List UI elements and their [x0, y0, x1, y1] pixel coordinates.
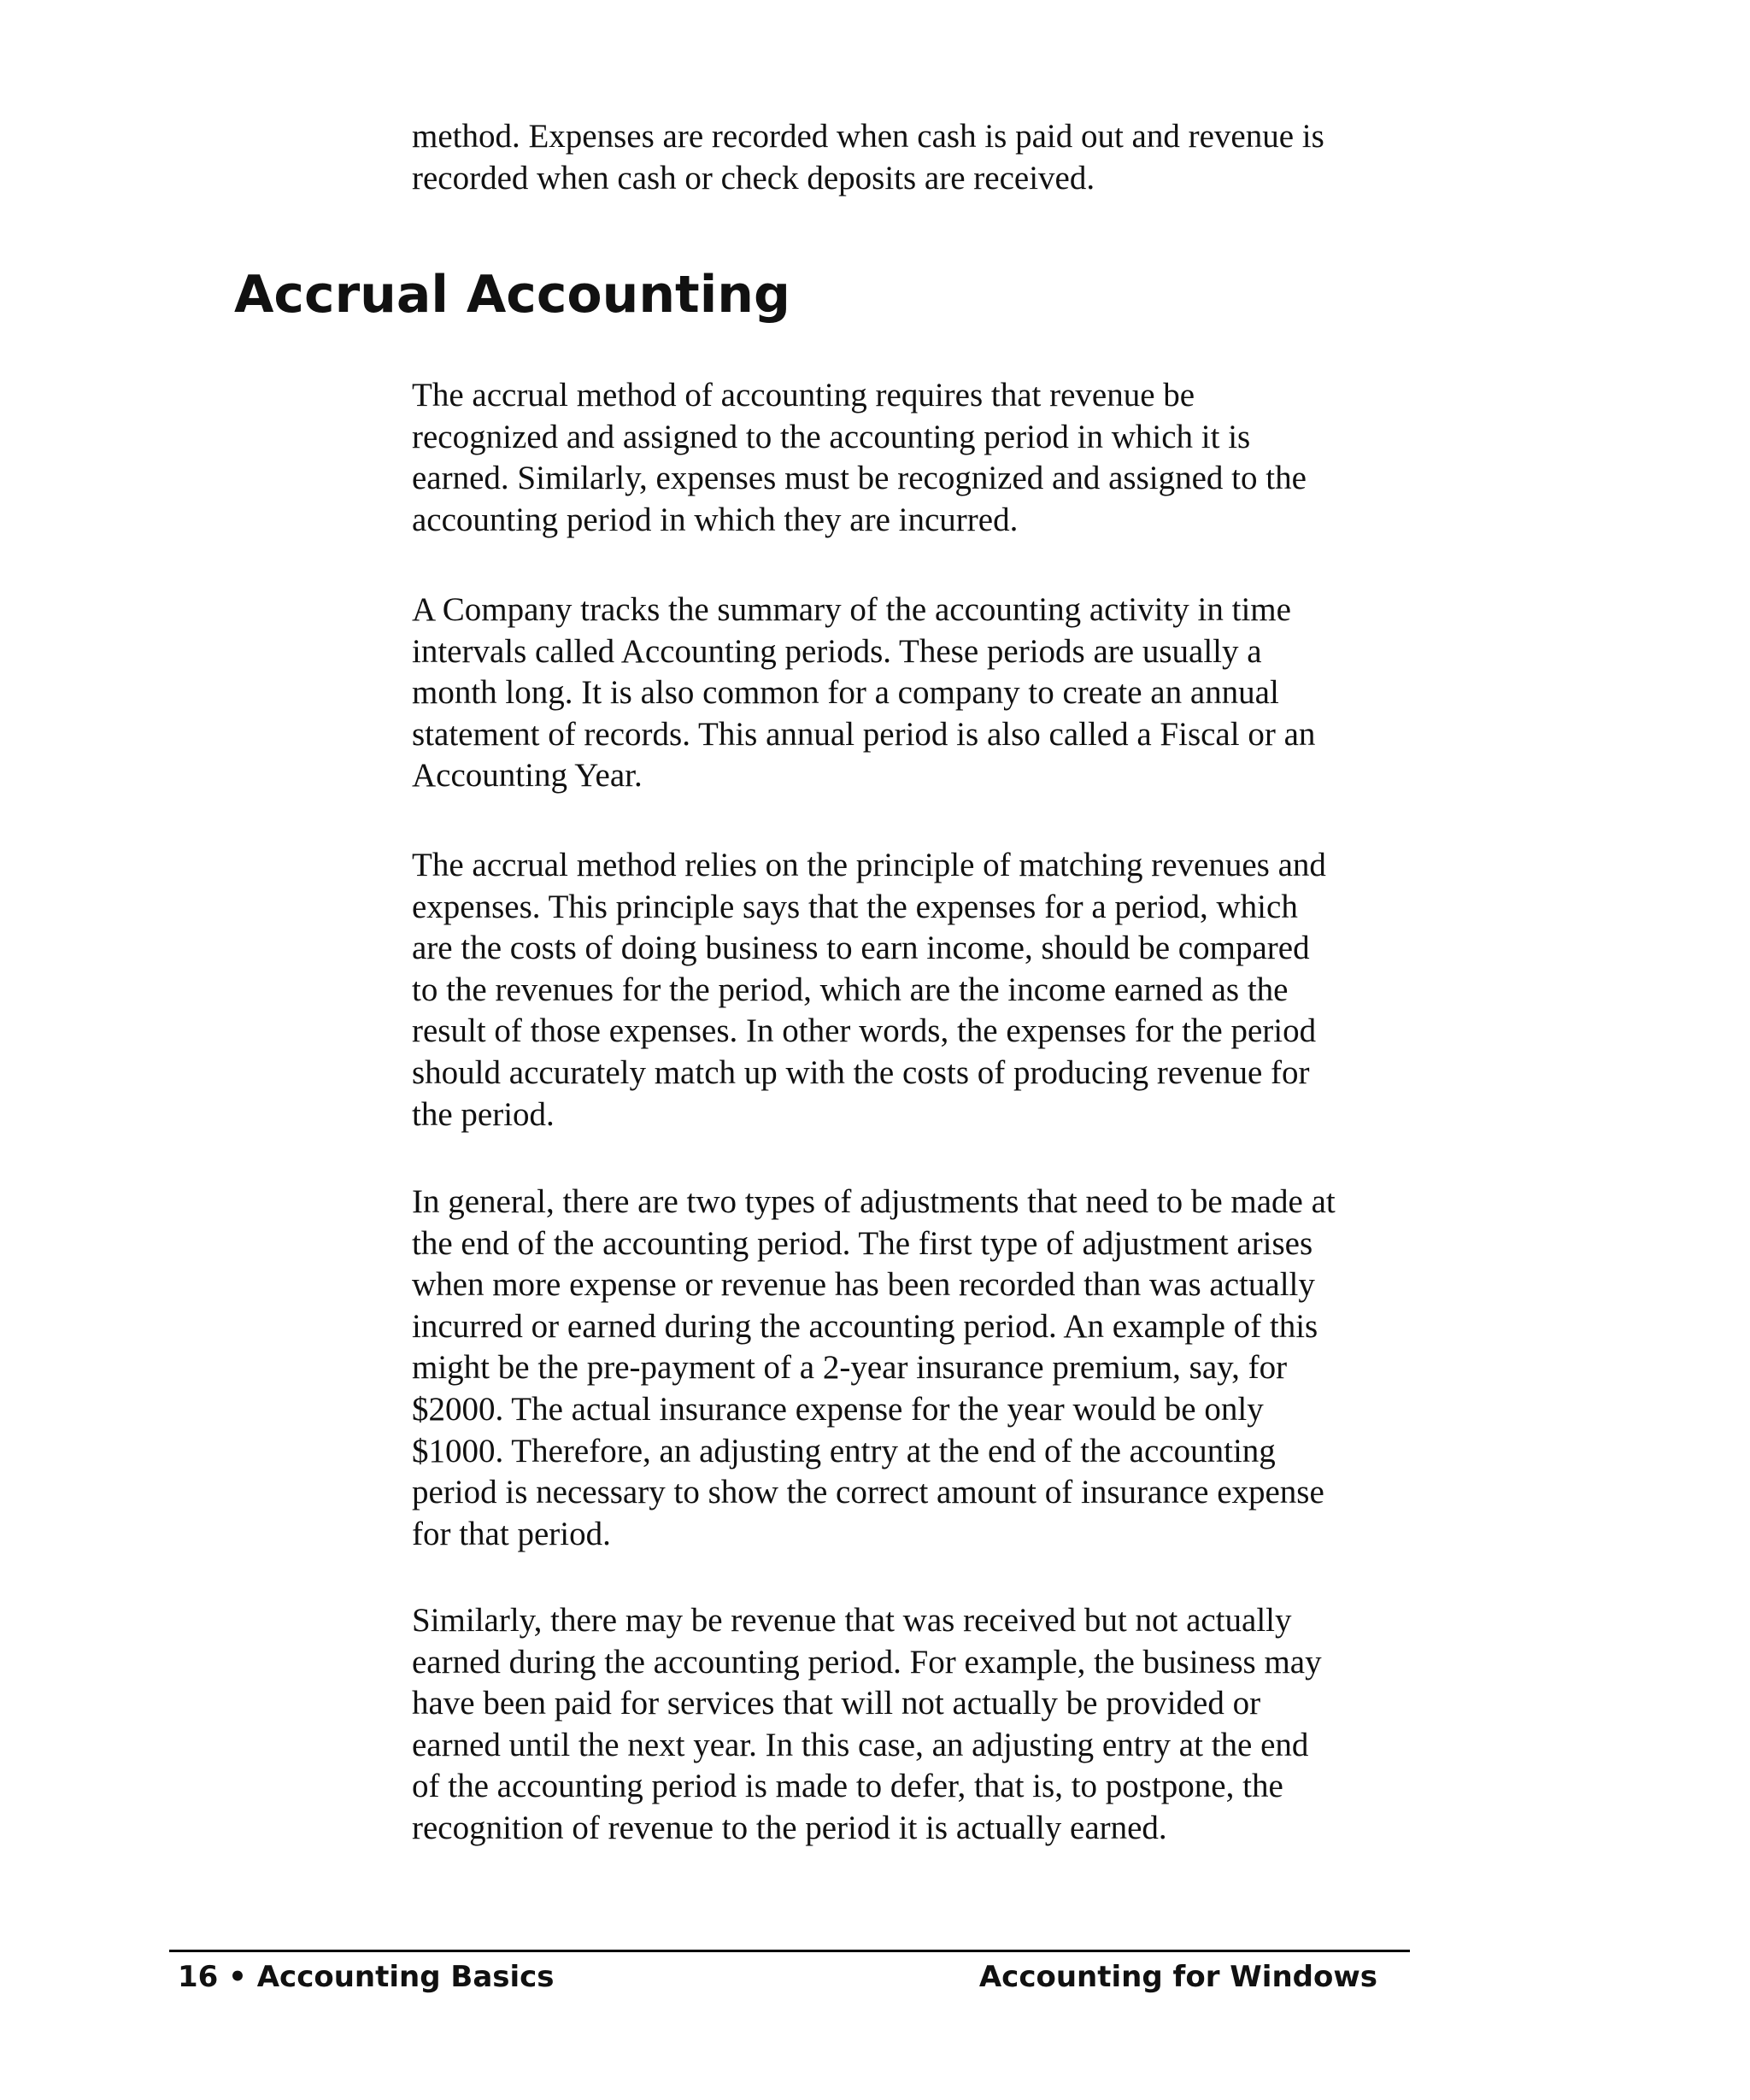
- footer-divider: [169, 1950, 1410, 1952]
- paragraph-matching-principle: The accrual method relies on the principle of matching revenues and expenses. This principle says that the expenses for a period, which are the costs of doing business to earn income, should be compared to the revenues for the period, which are the income earned as the result of those expenses. In other words, the expenses for the period should accurately match up with the costs of producing revenue for the period.: [412, 847, 1326, 1133]
- footer-book-title: Accounting for Windows: [978, 1960, 1377, 1994]
- paragraph-accounting-periods: A Company tracks the summary of the accounting activity in time intervals called Accounting periods. These periods are usually a month long. It is also common for a company to create an annual statement of records. This annual period is also called a Fiscal or an Accounting Year.: [412, 591, 1316, 795]
- paragraph-adjustments: In general, there are two types of adjustments that need to be made at the end of the accounting period. The first type of adjustment arises when more expense or revenue has been recorded than was actually incurred or earned during the accounting period. An example of this might be the pre-payment of a 2-year insurance premium, say, for $2000. The actual insurance expense for the year would be only $1000. Therefore, an adjusting entry at the end of the accounting period is necessary to show the correct amount of insurance expense for that period.: [412, 1183, 1336, 1552]
- paragraph-deferred-revenue: Similarly, there may be revenue that was received but not actually earned during the accounting period. For example, the business may have been paid for services that will not actually be provided or earned until the next year. In this case, an adjusting entry at the end of the accounting period is made to defer, that is, to postpone, the recognition of revenue to the period it is actually earned.: [412, 1602, 1322, 1846]
- intro-paragraph: method. Expenses are recorded when cash is paid out and revenue is recorded when cash or check deposits are received.: [412, 118, 1324, 197]
- section-heading: Accrual Accounting: [234, 265, 790, 325]
- paragraph-accrual-definition: The accrual method of accounting requires that revenue be recognized and assigned to the accounting period in which it is earned. Similarly, expenses must be recognized and assigned to the accounting period in which they are incurred.: [412, 377, 1307, 538]
- footer-page-label: 16 • Accounting Basics: [178, 1960, 555, 1994]
